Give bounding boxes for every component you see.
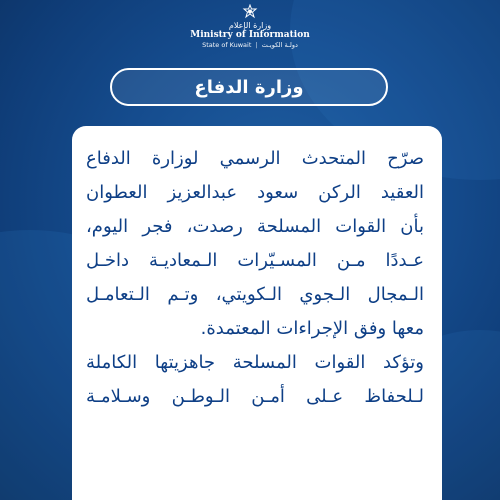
statement-line: لـلحفاظ عـلى أمـن الـوطـن وسـلامـة [86, 386, 424, 407]
statement-line: معها وفق الإجراءات المعتمدة. [200, 318, 424, 339]
state-english: State of Kuwait [202, 41, 252, 49]
state-separator: | [255, 41, 258, 49]
logo-state-line [202, 41, 298, 49]
statement-line: العقيد الركن سعود عبدالعزيز العطوان [86, 182, 424, 203]
logo-english-text: Ministry of Information [190, 30, 310, 40]
statement-line: بأن القوات المسلحة رصدت، فجر اليوم، [86, 216, 424, 237]
state-arabic: دولـة الكويـت [261, 41, 298, 49]
kuwait-emblem-icon [241, 4, 259, 20]
ministry-logo [0, 4, 500, 56]
statement-line: وتؤكد القوات المسلحة جاهزيتها الكاملة [86, 352, 424, 373]
page-title-text: وزارة الدفاع [194, 76, 304, 98]
statement-line: صرّح المتحدث الرسمي لوزارة الدفاع [86, 148, 424, 169]
logo-arabic-text: وزارة الإعلام [228, 21, 272, 30]
page-title [110, 68, 388, 106]
statement-card [72, 126, 442, 500]
statement-line: الـمجال الـجوي الـكويتي، وتـم الـتعامـل [86, 284, 424, 305]
statement-line: عـددًا مـن المسـيّرات الـمعاديـة داخـل [86, 250, 424, 271]
